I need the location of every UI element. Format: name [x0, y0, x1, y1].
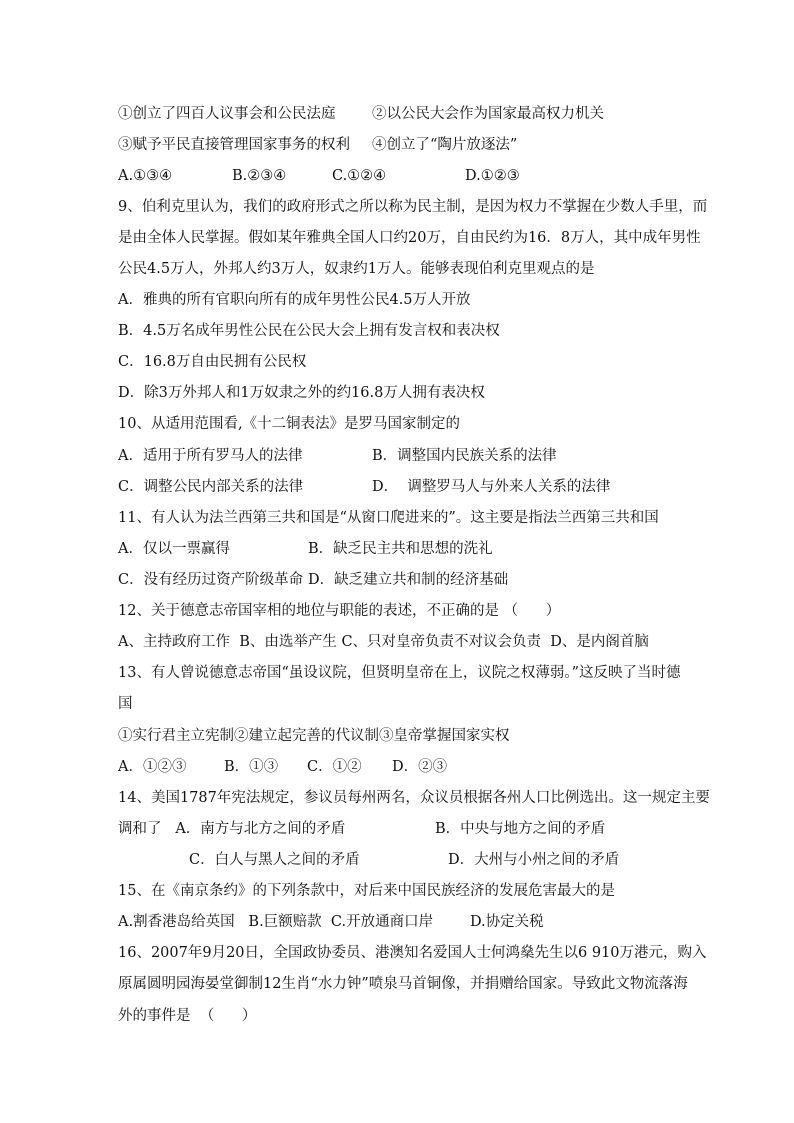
question-15-stem: 15、在《南京条约》的下列条款中，对后来中国民族经济的发展危害最大的是: [118, 883, 615, 899]
question-14-stem: 14、美国1787年宪法规定，参议员每州两名，众议员根据各州人口比例选出。这一规定主要: [118, 790, 710, 806]
question-9-option-a: A．雅典的所有官职向所有的成年男性公民4.5万人开放: [118, 292, 471, 308]
question-14-option-a: 调和了 A．南方与北方之间的矛盾: [118, 821, 346, 837]
option-c: C.①②④: [332, 168, 387, 184]
item-statement-3: ③赋予平民直接管理国家事务的权利: [118, 137, 350, 153]
option-d: D.①②③: [465, 168, 520, 184]
question-16-stem: 原属圆明园海晏堂御制12生肖“水力钟”喷泉马首铜像，并捐赠给国家。导致此文物流落海: [118, 976, 688, 992]
question-13-stem: 13、有人曾说德意志帝国“虽设议院，但贤明皇帝在上，议院之权薄弱。”这反映了当时德: [118, 665, 681, 681]
option-a: A.①③④: [118, 168, 173, 184]
question-9-stem: 9、伯利克里认为，我们的政府形式之所以称为民主制，是因为权力不掌握在少数人手里，而: [118, 199, 708, 215]
question-13-stem: 国: [118, 696, 133, 712]
question-9-option-d: D．除3万外邦人和1万奴隶之外的约16.8万人拥有表决权: [118, 385, 485, 401]
item-statement-4: ④创立了“陶片放逐法”: [372, 137, 518, 153]
question-11-option-b: B．缺乏民主共和思想的洗礼: [308, 541, 493, 557]
question-10-option-b: B．调整国内民族关系的法律: [372, 448, 557, 464]
question-11-option-d: D．缺乏建立共和制的经济基础: [308, 572, 509, 588]
question-11-option-a: A．仅以一票赢得: [118, 541, 230, 557]
question-10-option-c: C．调整公民内部关系的法律: [118, 479, 304, 495]
question-13-option-b: B．①③: [224, 759, 279, 775]
question-13-option-c: C．①②: [307, 759, 362, 775]
question-9-option-c: C．16.8万自由民拥有公民权: [118, 354, 307, 370]
question-12-options: A、主持政府工作 B、由选举产生 C、只对皇帝负责不对议会负责 D、是内阁首脑: [118, 634, 649, 650]
question-14-option-b: B．中央与地方之间的矛盾: [435, 821, 606, 837]
option-b: B.②③④: [232, 168, 287, 184]
question-9-option-b: B．4.5万名成年男性公民在公民大会上拥有发言权和表决权: [118, 323, 500, 339]
question-13-option-d: D．②③: [392, 759, 448, 775]
question-14-option-d: D．大州与小州之间的矛盾: [448, 852, 620, 868]
question-14-option-c: C．白人与黑人之间的矛盾: [189, 852, 360, 868]
question-10-option-d: D． 调整罗马人与外来人关系的法律: [372, 479, 611, 495]
question-13-statements: ①实行君主立宪制②建立起完善的代议制③皇帝掌握国家实权: [118, 728, 510, 744]
question-11-option-c: C．没有经历过资产阶级革命: [118, 572, 304, 588]
question-16-stem: 外的事件是 （ ）: [118, 1008, 257, 1024]
item-statement-1: ①创立了四百人议事会和公民法庭: [118, 106, 336, 122]
question-10-stem: 10、从适用范围看,《十二铜表法》是罗马国家制定的: [118, 416, 461, 432]
question-12-stem: 12、关于德意志帝国宰相的地位与职能的表述，不正确的是 （ ）: [118, 603, 561, 619]
question-16-stem: 16、2007年9月20日，全国政协委员、港澳知名爱国人士何鸿燊先生以6 910万港元，购入: [118, 945, 707, 961]
question-9-stem: 公民4.5万人，外邦人约3万人，奴隶约1万人。能够表现伯利克里观点的是: [118, 261, 595, 277]
question-13-option-a: A．①②③: [118, 759, 187, 775]
question-11-stem: 11、有人认为法兰西第三共和国是“从窗口爬进来的”。这主要是指法兰西第三共和国: [118, 510, 659, 526]
question-15-options: A.割香港岛给英国 B.巨额赔款 C.开放通商口岸 D.协定关税: [118, 914, 544, 930]
item-statement-2: ②以公民大会作为国家最高权力机关: [372, 106, 604, 122]
question-9-stem: 是由全体人民掌握。假如某年雅典全国人口约20万，自由民约为16．8万人，其中成年男性: [118, 230, 701, 246]
question-10-option-a: A．适用于所有罗马人的法律: [118, 448, 303, 464]
